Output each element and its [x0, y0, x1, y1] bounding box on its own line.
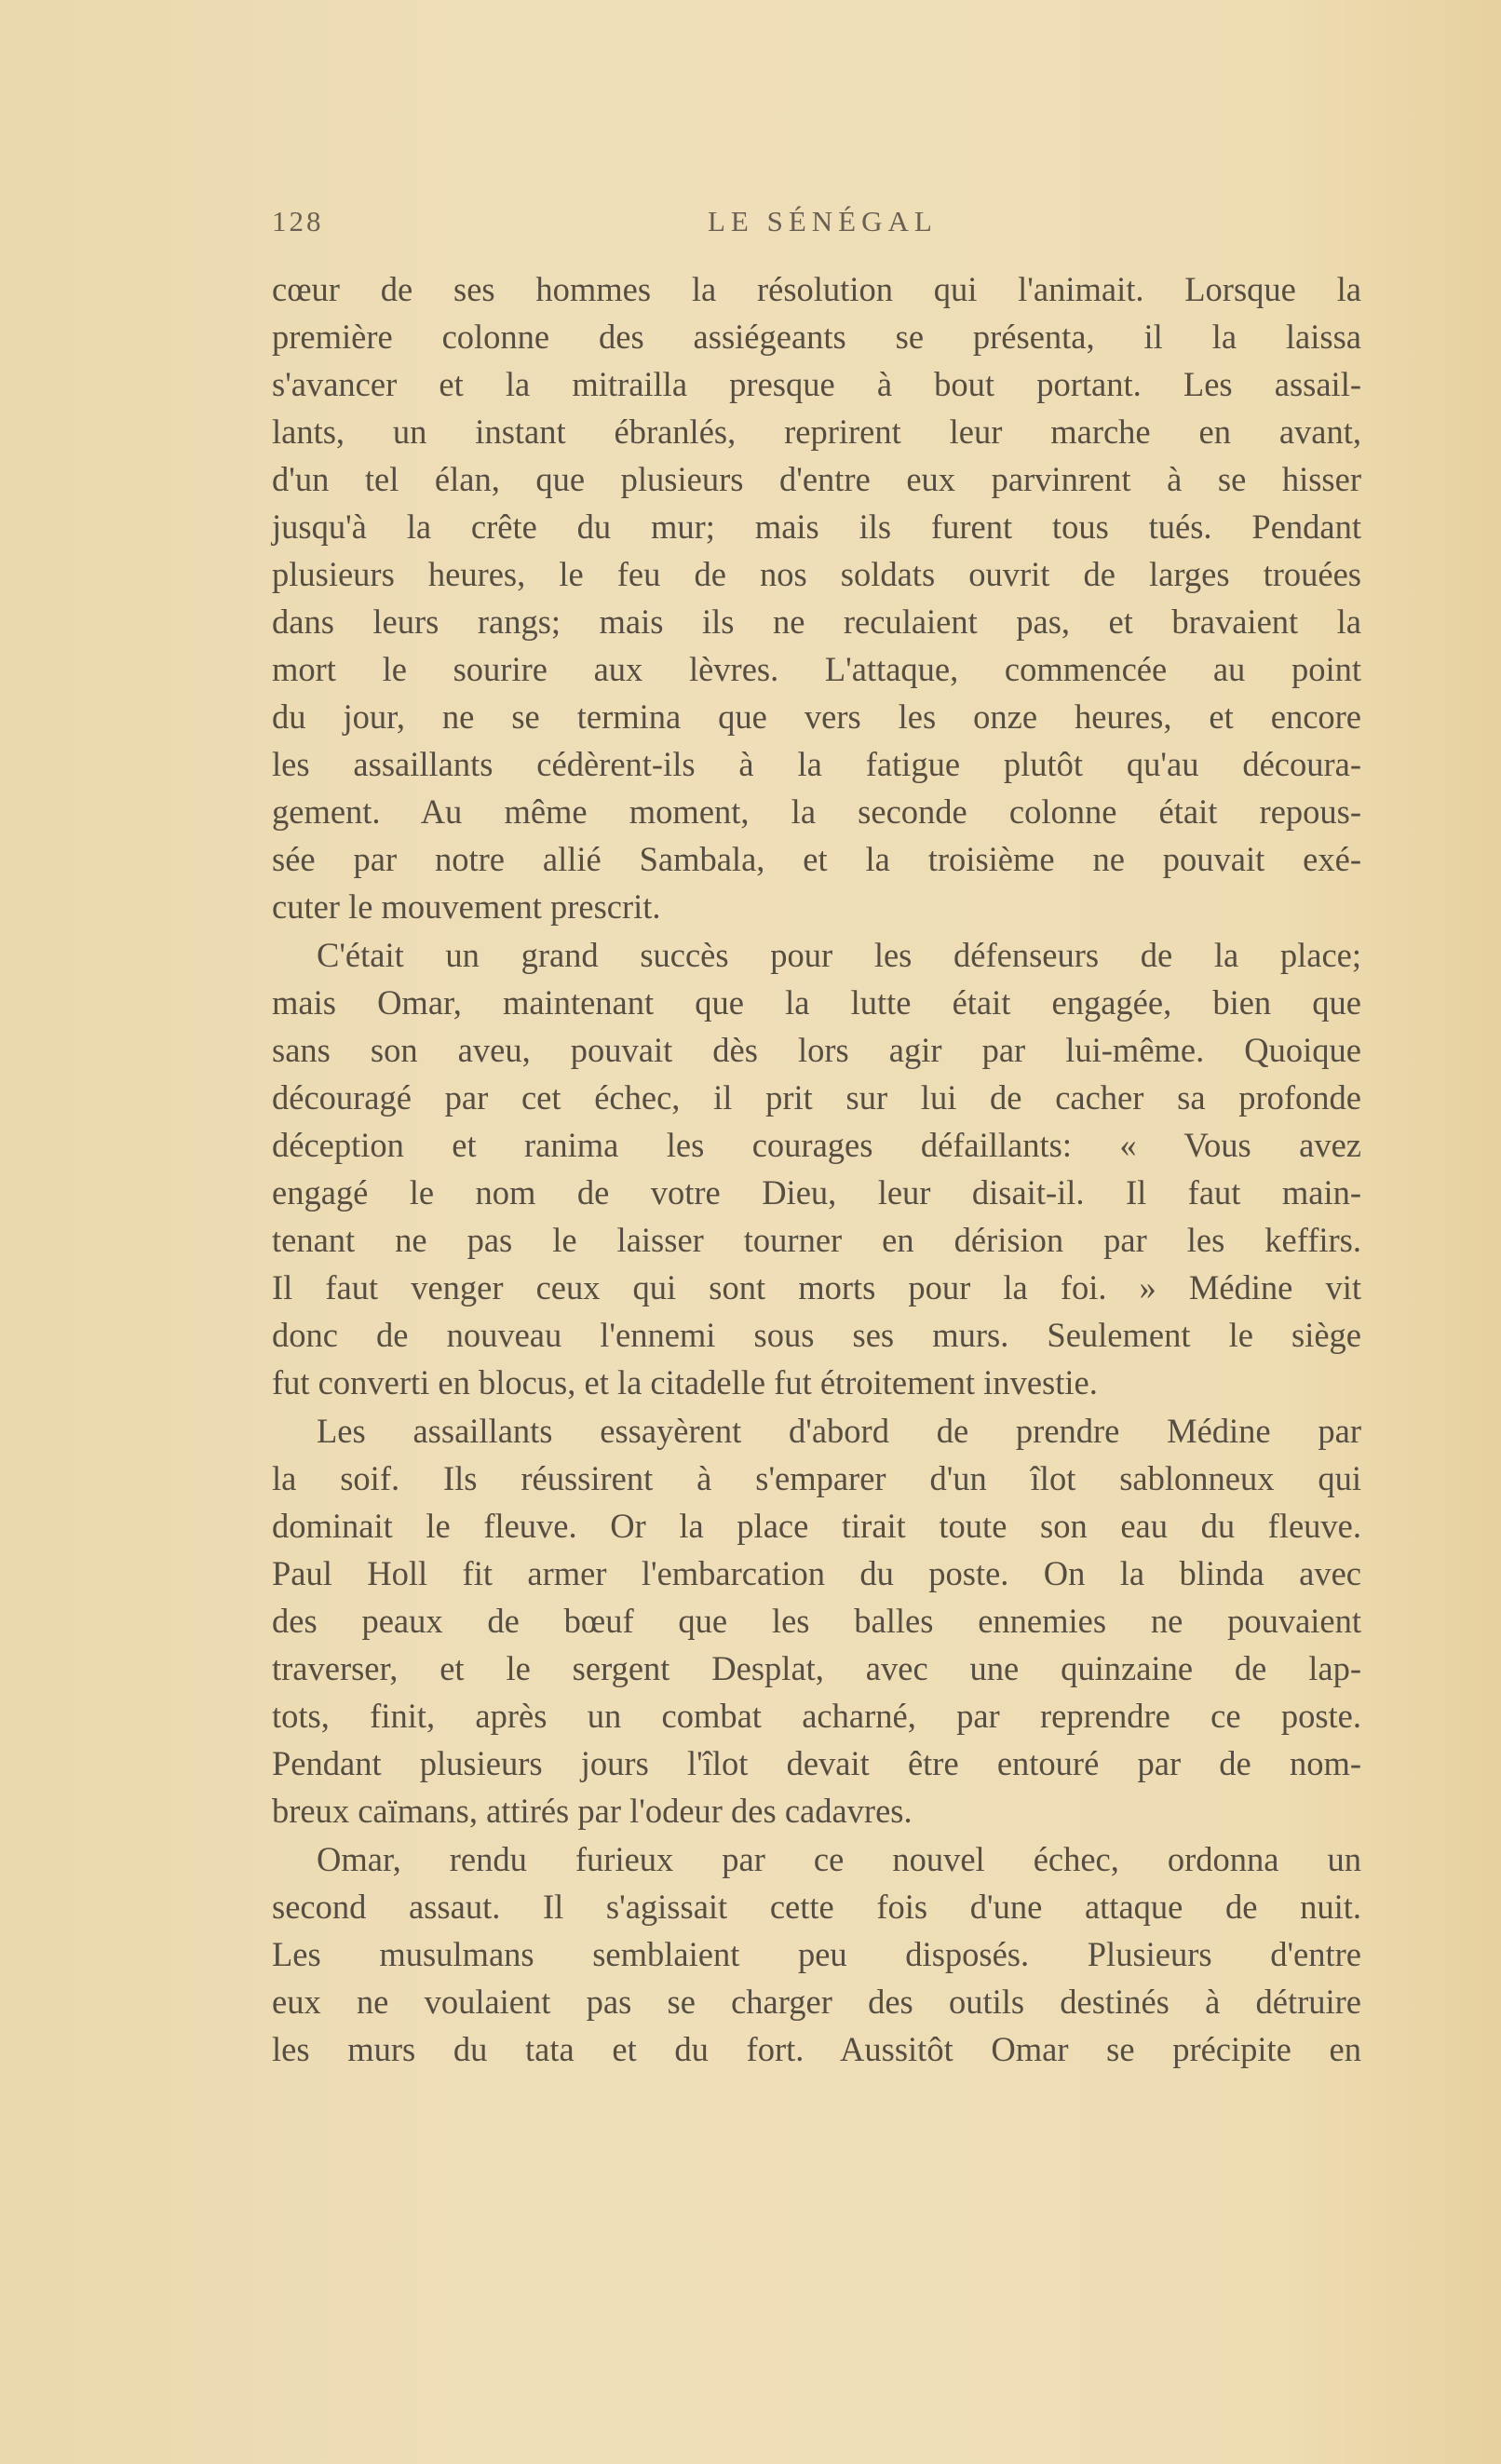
text-line: du jour, ne se termina que vers les onze heures, et encore [272, 697, 1361, 736]
text-line: découragé par cet échec, il prit sur lui de cacher sa profonde [272, 1078, 1361, 1117]
text-line: cuter le mouvement prescrit. [272, 887, 661, 926]
text-line: Les assaillants essayèrent d'abord de prendre Médine par [317, 1412, 1361, 1450]
text-line: Paul Holl fit armer l'embarcation du poste. On la blinda avec [272, 1554, 1361, 1592]
text-line: tots, finit, après un combat acharné, par reprendre ce poste. [272, 1697, 1361, 1735]
text-line: dans leurs rangs; mais ils ne reculaient pas, et bravaient la [272, 602, 1361, 641]
text-line: breux caïmans, attirés par l'odeur des cadavres. [272, 1792, 913, 1830]
text-line: Omar, rendu furieux par ce nouvel échec, ordonna un [317, 1840, 1361, 1878]
running-head [272, 205, 1361, 251]
text-line: gement. Au même moment, la seconde colonne était repous- [272, 792, 1361, 831]
text-line: fut converti en blocus, et la citadelle fut étroitement investie. [272, 1363, 1098, 1401]
text-line: traverser, et le sergent Desplat, avec une quinzaine de lap- [272, 1649, 1361, 1687]
text-line: sans son aveu, pouvait dès lors agir par lui-même. Quoique [272, 1031, 1361, 1069]
text-line: sée par notre allié Sambala, et la troisième ne pouvait exé- [272, 840, 1361, 878]
text-line: cœur de ses hommes la résolution qui l'animait. Lorsque la [272, 270, 1361, 308]
text-line: jusqu'à la crête du mur; mais ils furent tous tués. Pendant [272, 508, 1361, 546]
text-line: lants, un instant ébranlés, reprirent leur marche en avant, [272, 413, 1361, 451]
page-number: 128 [272, 205, 324, 237]
text-line: des peaux de bœuf que les balles ennemies ne pouvaient [272, 1602, 1361, 1640]
text-line: eux ne voulaient pas se charger des outils destinés à détruire [272, 1983, 1361, 2021]
text-line: plusieurs heures, le feu de nos soldats ouvrit de larges trouées [272, 555, 1361, 593]
text-line: la soif. Ils réussirent à s'emparer d'un îlot sablonneux qui [272, 1459, 1361, 1497]
text-line: déception et ranima les courages défaillants: « Vous avez [272, 1126, 1361, 1164]
text-line: les murs du tata et du fort. Aussitôt Omar se précipite en [272, 2030, 1361, 2068]
text-line: Pendant plusieurs jours l'îlot devait être entouré par de nom- [272, 1744, 1361, 1782]
text-line: dominait le fleuve. Or la place tirait toute son eau du fleuve. [272, 1507, 1361, 1545]
text-line: Les musulmans semblaient peu disposés. Plusieurs d'entre [272, 1935, 1361, 1973]
text-line: d'un tel élan, que plusieurs d'entre eux parvinrent à se hisser [272, 460, 1361, 498]
text-line: mais Omar, maintenant que la lutte était engagée, bien que [272, 983, 1361, 1022]
text-line: engagé le nom de votre Dieu, leur disait-il. Il faut main- [272, 1173, 1361, 1212]
text-line: les assaillants cédèrent-ils à la fatigue plutôt qu'au découra- [272, 745, 1361, 783]
text-line: Il faut venger ceux qui sont morts pour la foi. » Médine vit [272, 1268, 1361, 1306]
text-line: tenant ne pas le laisser tourner en dérision par les keffirs. [272, 1221, 1361, 1259]
text-line: mort le sourire aux lèvres. L'attaque, commencée au point [272, 650, 1361, 688]
text-line: s'avancer et la mitrailla presque à bout portant. Les assail- [272, 365, 1361, 403]
text-line: second assaut. Il s'agissait cette fois d'une attaque de nuit. [272, 1888, 1361, 1926]
text-line: donc de nouveau l'ennemi sous ses murs. Seulement le siège [272, 1316, 1361, 1354]
text-line: première colonne des assiégeants se présenta, il la laissa [272, 318, 1361, 356]
running-title: LE SÉNÉGAL [708, 205, 938, 237]
text-line: C'était un grand succès pour les défenseurs de la place; [317, 936, 1361, 974]
